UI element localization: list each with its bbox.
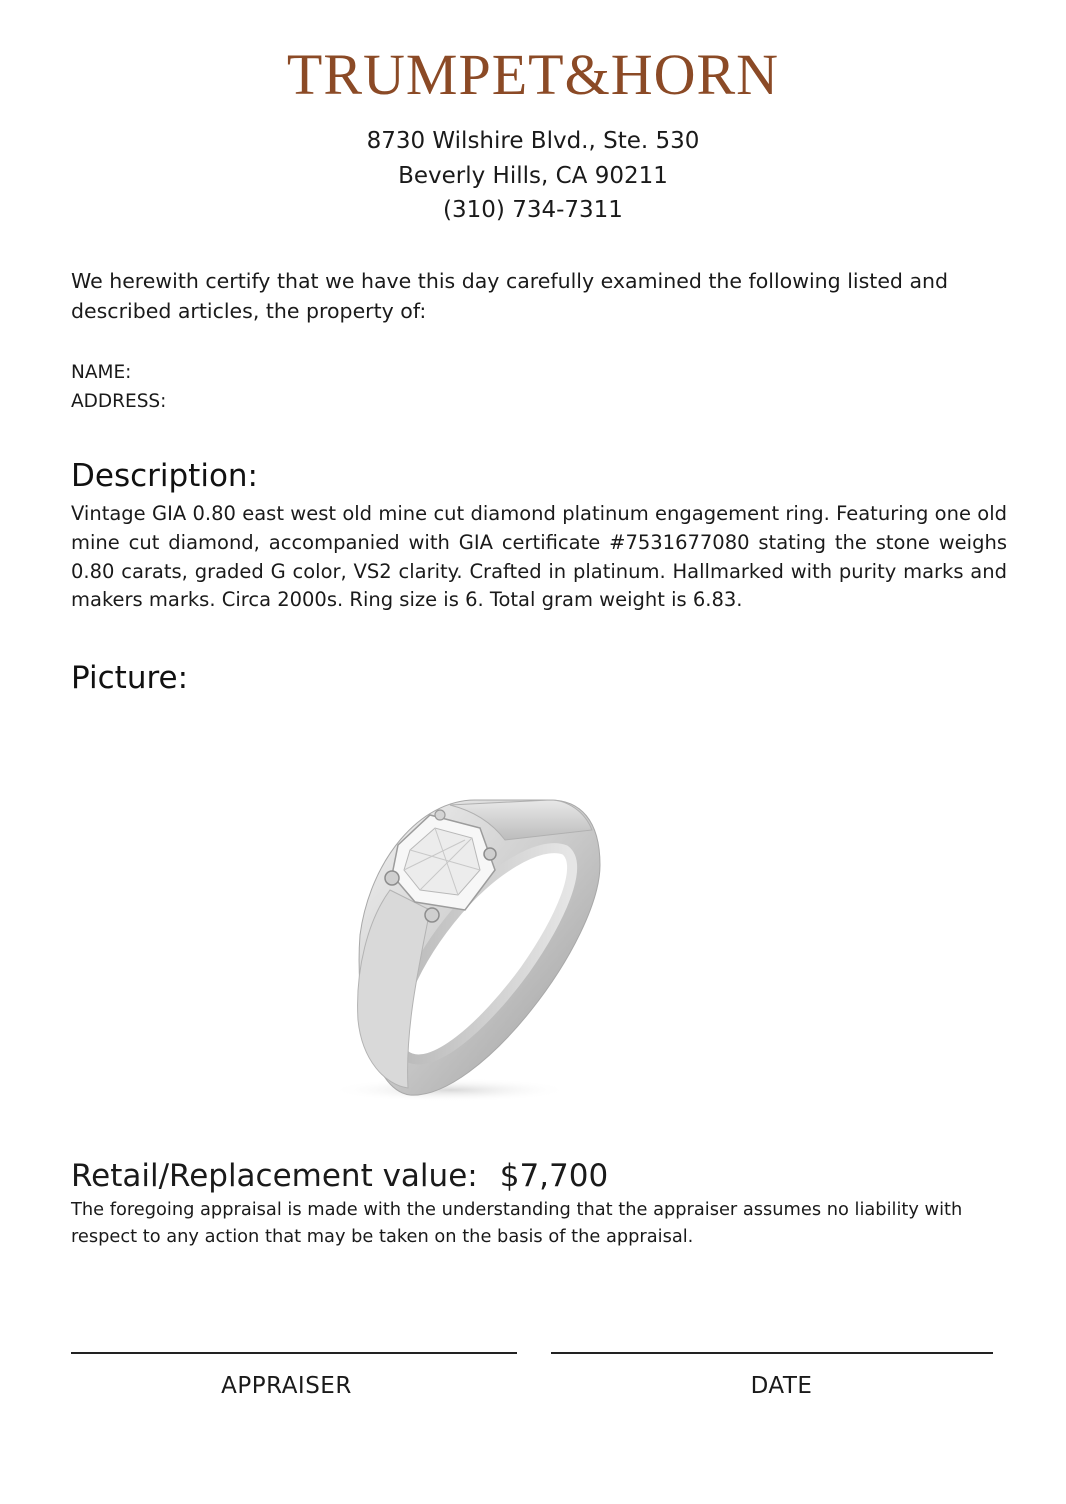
ring-photo — [300, 770, 630, 1120]
phone-number: (310) 734-7311 — [443, 197, 623, 223]
retail-replacement-value — [71, 1156, 608, 1196]
date-signature-line — [551, 1352, 993, 1354]
appraiser-signature-line — [71, 1352, 517, 1354]
address-label: ADDRESS: — [71, 391, 167, 412]
ring-icon — [300, 770, 630, 1120]
date-label: DATE — [750, 1373, 813, 1399]
company-logo: TRUMPET&HORN — [286, 42, 780, 107]
address-line-1: 8730 Wilshire Blvd., Ste. 530 — [366, 128, 700, 154]
company-address — [0, 124, 1066, 228]
picture-heading: Picture: — [71, 660, 189, 696]
name-label: NAME: — [71, 362, 132, 383]
appraiser-label: APPRAISER — [221, 1373, 352, 1399]
value-amount: $7,700 — [499, 1158, 609, 1194]
certification-intro: We herewith certify that we have this day carefully examined the following listed and described articles, the property of: — [71, 269, 949, 323]
disclaimer-text: The foregoing appraisal is made with the understanding that the appraiser assumes no liability with respect to any action that may be taken on the basis of the appraisal. — [71, 1199, 963, 1247]
address-line-2: Beverly Hills, CA 90211 — [398, 162, 668, 189]
value-label: Retail/Replacement value: — [71, 1158, 478, 1194]
description-text: Vintage GIA 0.80 east west old mine cut diamond platinum engagement ring. Featuring one old mine cut diamond, accompanied with GIA certificate #7531677080 stating the stone weighs 0.80 carats, graded G color, VS2 clarity. Crafted in platinum. Hallmarked with purity marks and makers marks. Circa 2000s. Ring size is 6. Total gram weight is 6.83. — [71, 502, 1007, 612]
owner-fields — [71, 358, 166, 416]
description-heading: Description: — [71, 458, 258, 494]
